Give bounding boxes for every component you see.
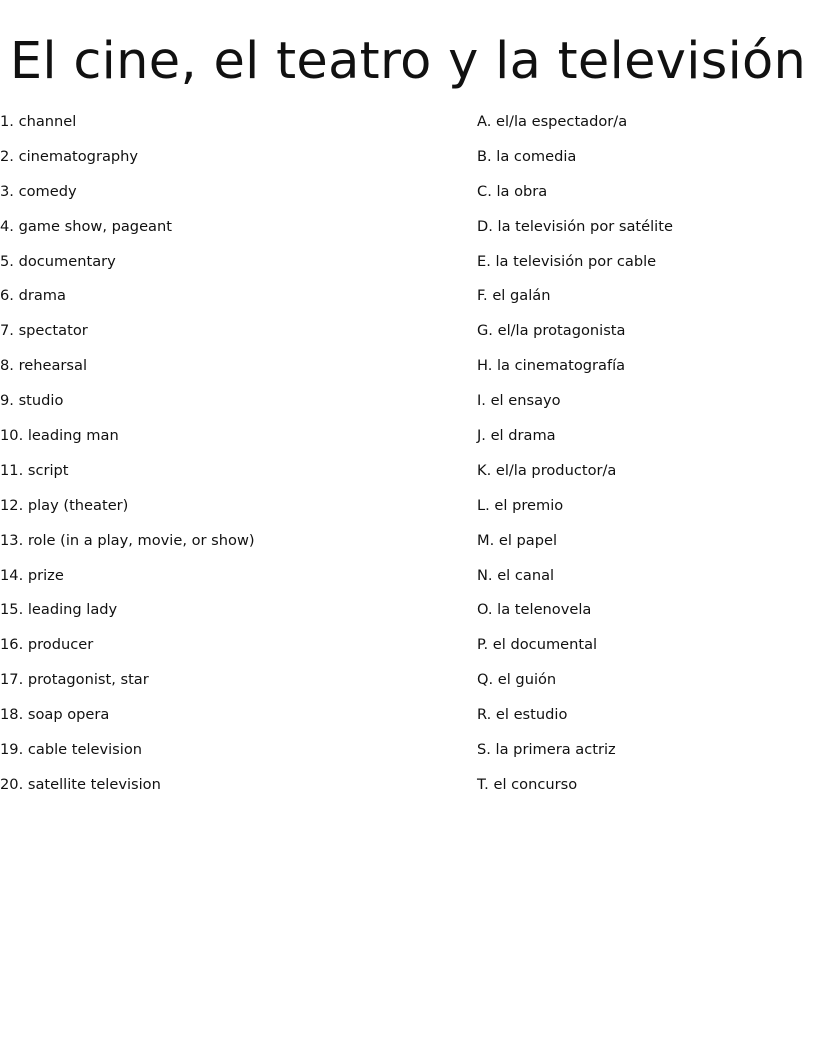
list-item: 7. spectator <box>0 322 88 340</box>
english-terms-list <box>0 111 440 809</box>
list-item: 9. studio <box>0 392 64 410</box>
page-title: El cine, el teatro y la televisión <box>9 32 807 91</box>
list-item: P. el documental <box>477 636 598 654</box>
list-item: K. el/la productor/a <box>477 461 617 479</box>
list-item: I. el ensayo <box>477 392 561 410</box>
list-item: R. el estudio <box>477 706 568 724</box>
list-item: 20. satellite television <box>0 775 161 793</box>
list-item: 18. soap opera <box>0 706 110 724</box>
list-item: 12. play (theater) <box>0 496 129 514</box>
list-item: E. la televisión por cable <box>477 252 657 270</box>
list-item: F. el galán <box>477 287 551 305</box>
list-item: A. el/la espectador/a <box>477 113 628 130</box>
list-item: 13. role (in a play, movie, or show) <box>0 531 255 549</box>
list-item: 17. protagonist, star <box>0 671 149 689</box>
list-item: 15. leading lady <box>0 601 118 619</box>
list-item: 4. game show, pageant <box>0 217 172 235</box>
list-item: O. la telenovela <box>477 601 592 619</box>
list-item: Q. el guión <box>477 671 557 689</box>
list-item: 19. cable television <box>0 741 143 759</box>
list-item: 16. producer <box>0 636 94 654</box>
list-item: N. el canal <box>477 566 555 584</box>
list-item: T. el concurso <box>477 775 578 793</box>
list-item: J. el drama <box>477 427 556 445</box>
spanish-terms-list <box>477 111 807 809</box>
list-item: 14. prize <box>0 566 64 584</box>
list-item: 1. channel <box>0 113 77 130</box>
list-item: D. la televisión por satélite <box>477 217 673 235</box>
list-item: 6. drama <box>0 287 66 305</box>
list-item: L. el premio <box>477 496 564 514</box>
list-item: B. la comedia <box>477 147 577 165</box>
list-item: C. la obra <box>477 182 548 200</box>
list-item: 5. documentary <box>0 252 116 270</box>
list-item: S. la primera actriz <box>477 741 616 759</box>
list-item: 11. script <box>0 461 69 479</box>
list-item: H. la cinematografía <box>477 357 626 375</box>
list-item: 8. rehearsal <box>0 357 87 375</box>
list-item: G. el/la protagonista <box>477 322 626 340</box>
list-item: 2. cinematography <box>0 147 139 165</box>
list-item: 10. leading man <box>0 427 119 445</box>
list-item: M. el papel <box>477 531 558 549</box>
list-item: 3. comedy <box>0 182 77 200</box>
